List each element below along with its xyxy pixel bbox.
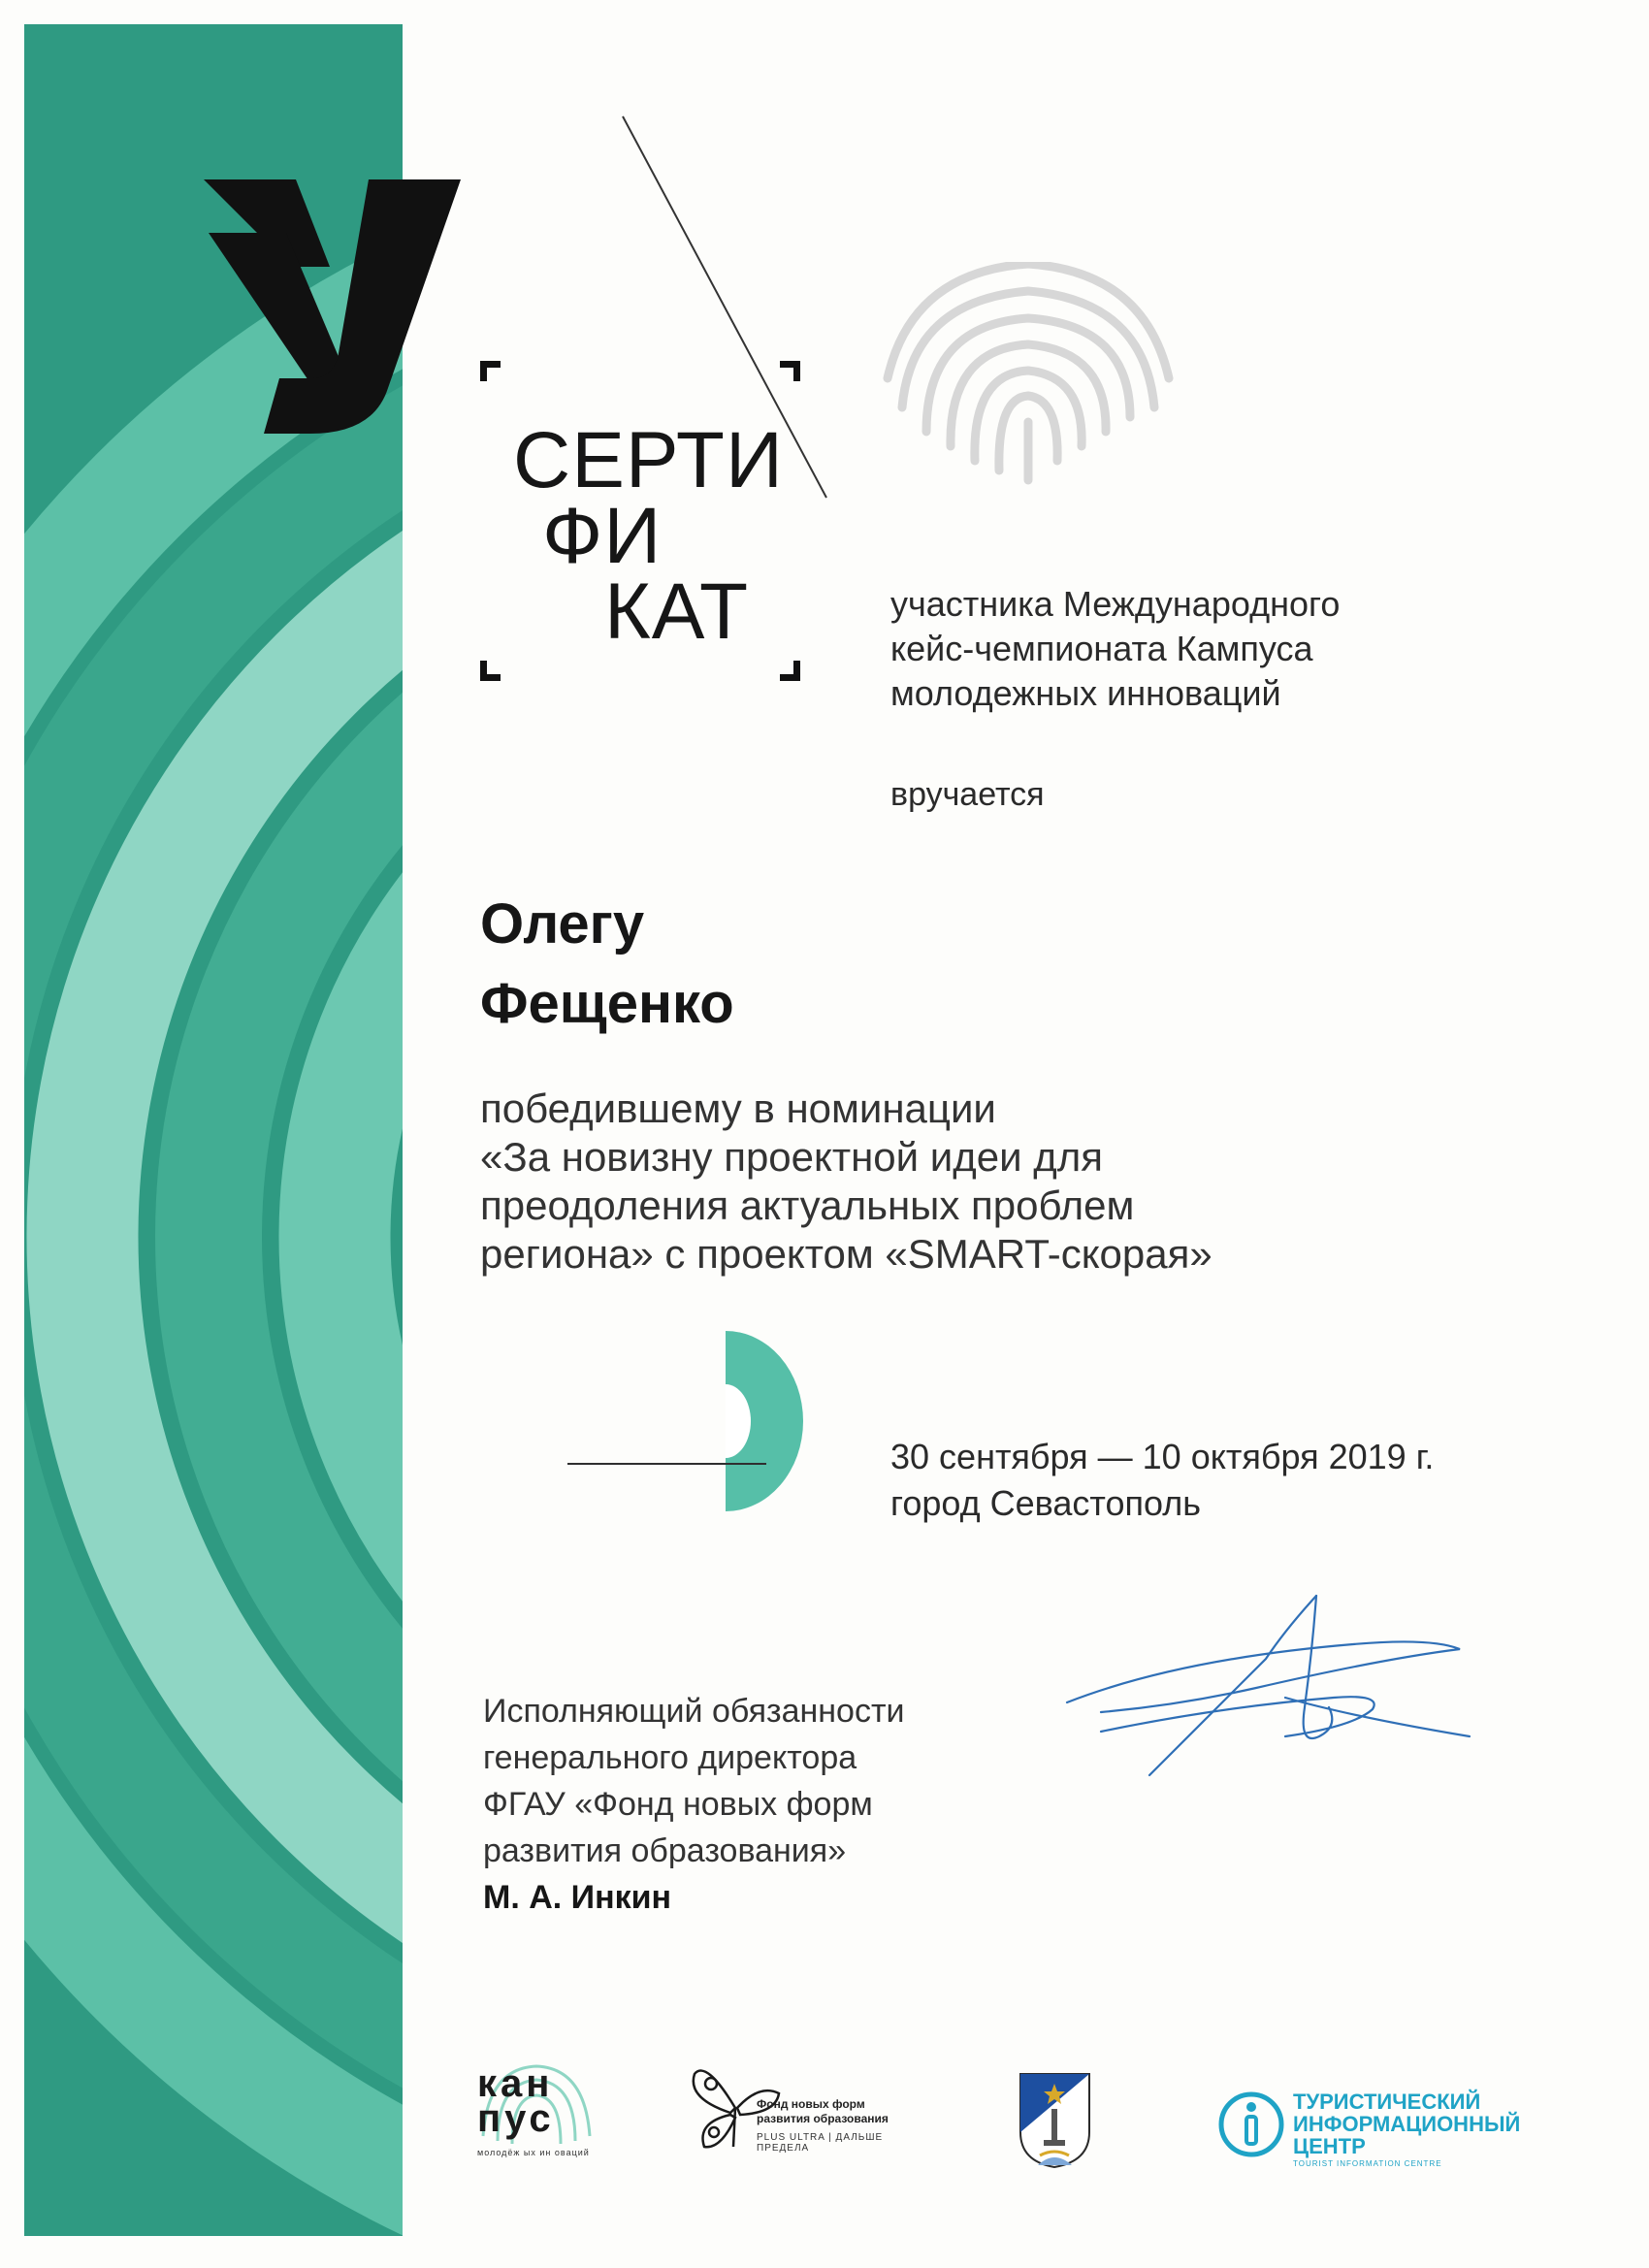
event-details bbox=[890, 1434, 1434, 1527]
tic-logo-line: ТУРИСТИЧЕСКИЙ bbox=[1293, 2090, 1481, 2114]
crest-icon bbox=[1018, 2072, 1091, 2169]
fond-logo-motto: PLUS ULTRA | ДАЛЬШЕ ПРЕДЕЛА bbox=[757, 2132, 884, 2154]
frame-corner bbox=[780, 661, 800, 681]
tourist-info-centre-logo bbox=[1217, 2090, 1537, 2168]
fond-logo-line: Фонд новых форм bbox=[757, 2097, 865, 2111]
title-line-1: СЕРТИ bbox=[513, 416, 784, 504]
nomination-line: победившему в номинации bbox=[480, 1085, 996, 1131]
fond-logo-text bbox=[757, 2097, 889, 2126]
decorative-rule bbox=[567, 1463, 766, 1465]
signatory-line: ФГАУ «Фонд новых форм bbox=[483, 1786, 873, 1823]
kampus-logo-row: кан bbox=[477, 2062, 554, 2105]
event-city: город Севастополь bbox=[890, 1483, 1201, 1523]
fond-logo bbox=[687, 2055, 920, 2161]
frame-corner bbox=[780, 361, 800, 381]
signature-image bbox=[1062, 1591, 1479, 1785]
signatory-line: генерального директора bbox=[483, 1739, 857, 1776]
signatory-line: развития образования» bbox=[483, 1832, 847, 1869]
kampus-logo-caption: молодёж ых ин оваций bbox=[477, 2148, 590, 2157]
subtitle-line: кейс-чемпионата Кампуса bbox=[890, 629, 1313, 668]
sevastopol-crest bbox=[1018, 2072, 1091, 2169]
tic-logo-line: ИНФОРМАЦИОННЫЙ bbox=[1293, 2112, 1521, 2136]
recipient-name bbox=[480, 885, 734, 1044]
nomination-text bbox=[480, 1085, 1212, 1279]
signatory-name: М. А. Инкин bbox=[483, 1879, 672, 1916]
recipient-first-name: Олегу bbox=[480, 892, 645, 956]
kampus-logo bbox=[477, 2064, 594, 2161]
frame-corner bbox=[480, 661, 501, 681]
info-icon bbox=[1217, 2090, 1285, 2158]
title-line-3: КАТ bbox=[604, 567, 750, 656]
fingerprint-icon bbox=[883, 262, 1174, 495]
title-line-2: ФИ bbox=[542, 492, 663, 580]
decorative-half-circle bbox=[726, 1331, 803, 1511]
tic-logo-caption: TOURIST INFORMATION CENTRE bbox=[1293, 2159, 1442, 2168]
fond-logo-line: развития образования bbox=[757, 2112, 889, 2125]
certificate-title bbox=[480, 361, 800, 681]
signatory-block bbox=[483, 1688, 905, 1921]
tic-logo-text bbox=[1293, 2090, 1520, 2157]
certificate-subtitle bbox=[890, 582, 1340, 716]
nomination-line: преодоления актуальных проблем bbox=[480, 1183, 1135, 1228]
subtitle-line: молодежных инноваций bbox=[890, 673, 1281, 713]
frame-corner bbox=[480, 361, 501, 381]
brand-u-icon bbox=[204, 179, 466, 437]
recipient-last-name: Фещенко bbox=[480, 972, 734, 1035]
signatory-line: Исполняющий обязанности bbox=[483, 1693, 905, 1730]
nomination-line: «За новизну проектной идеи для bbox=[480, 1134, 1103, 1180]
nomination-line: региона» с проектом «SMART-скорая» bbox=[480, 1231, 1212, 1277]
kampus-logo-row: пус bbox=[477, 2097, 555, 2140]
awarded-label: вручается bbox=[890, 776, 1045, 813]
subtitle-line: участника Международного bbox=[890, 584, 1341, 624]
tic-logo-line: ЦЕНТР bbox=[1293, 2134, 1366, 2158]
event-dates: 30 сентября — 10 октября 2019 г. bbox=[890, 1437, 1435, 1476]
